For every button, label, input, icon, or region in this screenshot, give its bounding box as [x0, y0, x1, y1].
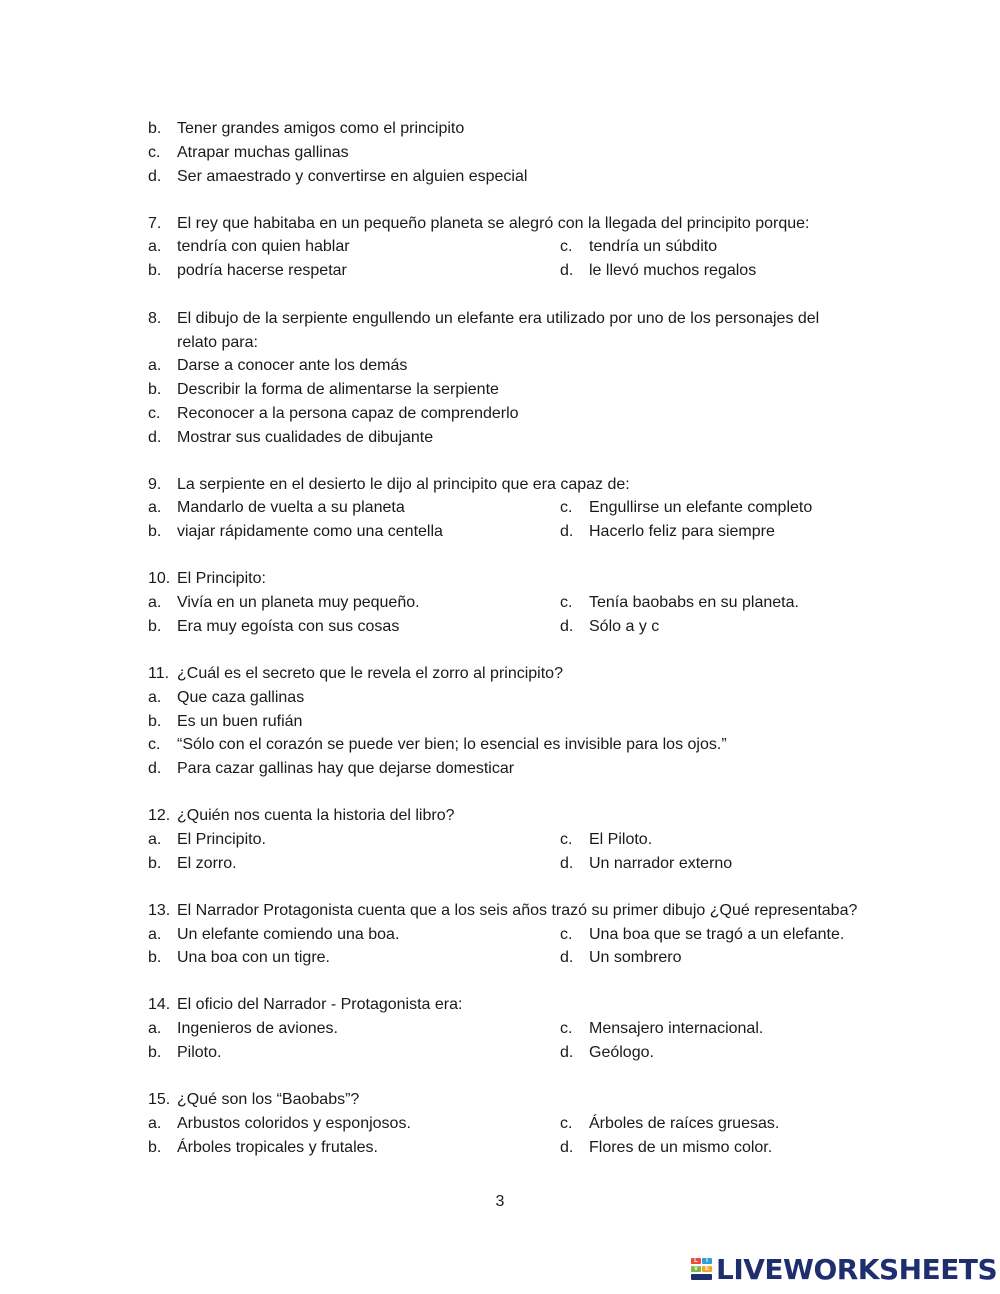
- option-label: c.: [560, 594, 573, 611]
- item-label: b.: [148, 713, 162, 730]
- text-line: [148, 1043, 888, 1063]
- item-text: ¿Cuál es el secreto que le revela el zorro al principito?: [177, 665, 563, 682]
- text-line: [148, 498, 888, 518]
- option-text: Una boa que se tragó a un elefante.: [589, 926, 845, 943]
- item-label: 11.: [148, 665, 170, 682]
- option-label: c.: [560, 238, 573, 255]
- item-text: Para cazar gallinas hay que dejarse domesticar: [177, 760, 515, 777]
- item-text: Mandarlo de vuelta a su planeta: [177, 499, 405, 516]
- item-label: 8.: [148, 310, 162, 327]
- item-text: Era muy egoísta con sus cosas: [177, 618, 400, 635]
- item-label: a.: [148, 1020, 162, 1037]
- text-line: [148, 309, 888, 329]
- item-text: Que caza gallinas: [177, 689, 305, 706]
- item-text: ¿Quién nos cuenta la historia del libro?: [177, 807, 455, 824]
- option-label: c.: [560, 1020, 573, 1037]
- item-text: “Sólo con el corazón se puede ver bien; lo esencial es invisible para los ojos.”: [177, 736, 727, 753]
- item-label: b.: [148, 618, 162, 635]
- item-text: Un elefante comiendo una boa.: [177, 926, 400, 943]
- option-label: c.: [560, 831, 573, 848]
- item-label: a.: [148, 689, 162, 706]
- item-text: Tener grandes amigos como el principito: [177, 120, 465, 137]
- item-text: Vivía en un planeta muy pequeño.: [177, 594, 420, 611]
- liveworksheets-logo-icon: L I V E: [691, 1256, 713, 1284]
- item-text: Árboles tropicales y frutales.: [177, 1139, 378, 1156]
- item-text: Ingenieros de aviones.: [177, 1020, 338, 1037]
- text-line: [148, 214, 888, 234]
- item-text: El rey que habitaba en un pequeño planeta se alegró con la llegada del principito porque:: [177, 215, 810, 232]
- text-line: [148, 593, 888, 613]
- item-label: b.: [148, 1044, 162, 1061]
- text-line: [148, 759, 888, 779]
- text-line: [148, 925, 888, 945]
- item-label: 10.: [148, 570, 171, 587]
- option-text: Tenía baobabs en su planeta.: [589, 594, 799, 611]
- text-line: [148, 1138, 888, 1158]
- text-line: [148, 1090, 888, 1110]
- option-label: d.: [560, 523, 574, 540]
- item-label: a.: [148, 357, 162, 374]
- item-text: El Principito.: [177, 831, 266, 848]
- item-label: a.: [148, 1115, 162, 1132]
- text-line: [148, 948, 888, 968]
- item-text: viajar rápidamente como una centella: [177, 523, 443, 540]
- text-line: [148, 428, 888, 448]
- item-label: a.: [148, 831, 162, 848]
- text-line: [148, 404, 888, 424]
- item-label: 7.: [148, 215, 162, 232]
- item-text: El dibujo de la serpiente engullendo un elefante era utilizado por uno de los personajes del: [177, 310, 820, 327]
- text-line: [148, 901, 888, 921]
- item-text: El Narrador Protagonista cuenta que a los seis años trazó su primer dibujo ¿Qué representaba?: [177, 902, 858, 919]
- page-number: 3: [495, 1193, 505, 1210]
- option-label: d.: [560, 1044, 574, 1061]
- text-line: [148, 333, 888, 353]
- item-text: Arbustos coloridos y esponjosos.: [177, 1115, 411, 1132]
- text-line: [148, 688, 888, 708]
- item-label: b.: [148, 1139, 162, 1156]
- text-line: [148, 854, 888, 874]
- option-text: El Piloto.: [589, 831, 653, 848]
- text-line: [148, 995, 888, 1015]
- item-label: b.: [148, 949, 162, 966]
- item-label: b.: [148, 262, 162, 279]
- item-text: podría hacerse respetar: [177, 262, 347, 279]
- item-text: Darse a conocer ante los demás: [177, 357, 408, 374]
- item-label: c.: [148, 405, 161, 422]
- text-line: [148, 475, 888, 495]
- text-line: [148, 380, 888, 400]
- option-label: d.: [560, 262, 574, 279]
- option-text: Un narrador externo: [589, 855, 733, 872]
- text-line: [148, 143, 888, 163]
- item-text: relato para:: [177, 334, 258, 351]
- item-label: b.: [148, 381, 162, 398]
- item-text: tendría con quien hablar: [177, 238, 350, 255]
- item-label: b.: [148, 855, 162, 872]
- option-text: Hacerlo feliz para siempre: [589, 523, 775, 540]
- item-label: a.: [148, 238, 162, 255]
- item-label: 9.: [148, 476, 162, 493]
- item-text: Atrapar muchas gallinas: [177, 144, 349, 161]
- text-line: [148, 712, 888, 732]
- item-label: c.: [148, 736, 161, 753]
- item-label: d.: [148, 429, 162, 446]
- item-label: b.: [148, 120, 162, 137]
- text-line: [148, 356, 888, 376]
- text-line: [148, 167, 888, 187]
- option-text: Engullirse un elefante completo: [589, 499, 813, 516]
- item-label: 12.: [148, 807, 171, 824]
- option-text: Un sombrero: [589, 949, 682, 966]
- item-label: a.: [148, 926, 162, 943]
- item-label: a.: [148, 594, 162, 611]
- item-text: Una boa con un tigre.: [177, 949, 330, 966]
- option-text: Geólogo.: [589, 1044, 654, 1061]
- text-line: [148, 830, 888, 850]
- item-label: b.: [148, 523, 162, 540]
- item-text: Ser amaestrado y convertirse en alguien especial: [177, 168, 528, 185]
- option-label: c.: [560, 1115, 573, 1132]
- text-line: [148, 522, 888, 542]
- item-label: 13.: [148, 902, 171, 919]
- text-line: [148, 261, 888, 281]
- text-line: [148, 664, 888, 684]
- logo-text: LIVEWORKSHEETS: [716, 1253, 998, 1286]
- item-text: La serpiente en el desierto le dijo al principito que era capaz de:: [177, 476, 630, 493]
- option-label: d.: [560, 855, 574, 872]
- liveworksheets-logo: [691, 1253, 997, 1287]
- item-text: Es un buen rufián: [177, 713, 303, 730]
- item-text: El Principito:: [177, 570, 266, 587]
- text-line: [148, 1019, 888, 1039]
- item-label: 15.: [148, 1091, 171, 1108]
- item-label: d.: [148, 760, 162, 777]
- option-label: d.: [560, 618, 574, 635]
- item-label: 14.: [148, 996, 171, 1013]
- option-label: d.: [560, 949, 574, 966]
- item-label: d.: [148, 168, 162, 185]
- item-text: ¿Qué son los “Baobabs”?: [177, 1091, 360, 1108]
- text-line: [148, 119, 888, 139]
- item-text: El zorro.: [177, 855, 237, 872]
- option-text: Mensajero internacional.: [589, 1020, 764, 1037]
- option-text: Flores de un mismo color.: [589, 1139, 773, 1156]
- item-text: Mostrar sus cualidades de dibujante: [177, 429, 434, 446]
- item-text: Reconocer a la persona capaz de comprenderlo: [177, 405, 519, 422]
- option-text: tendría un súbdito: [589, 238, 718, 255]
- item-text: Piloto.: [177, 1044, 222, 1061]
- item-label: c.: [148, 144, 161, 161]
- option-text: le llevó muchos regalos: [589, 262, 757, 279]
- option-label: c.: [560, 926, 573, 943]
- text-line: [148, 617, 888, 637]
- option-label: d.: [560, 1139, 574, 1156]
- item-text: Describir la forma de alimentarse la serpiente: [177, 381, 499, 398]
- option-label: c.: [560, 499, 573, 516]
- item-label: a.: [148, 499, 162, 516]
- text-line: [148, 735, 888, 755]
- item-text: El oficio del Narrador - Protagonista era:: [177, 996, 463, 1013]
- option-text: Árboles de raíces gruesas.: [589, 1115, 780, 1132]
- text-line: [148, 569, 888, 589]
- option-text: Sólo a y c: [589, 618, 660, 635]
- text-line: [148, 237, 888, 257]
- text-line: [148, 806, 888, 826]
- text-line: [148, 1114, 888, 1134]
